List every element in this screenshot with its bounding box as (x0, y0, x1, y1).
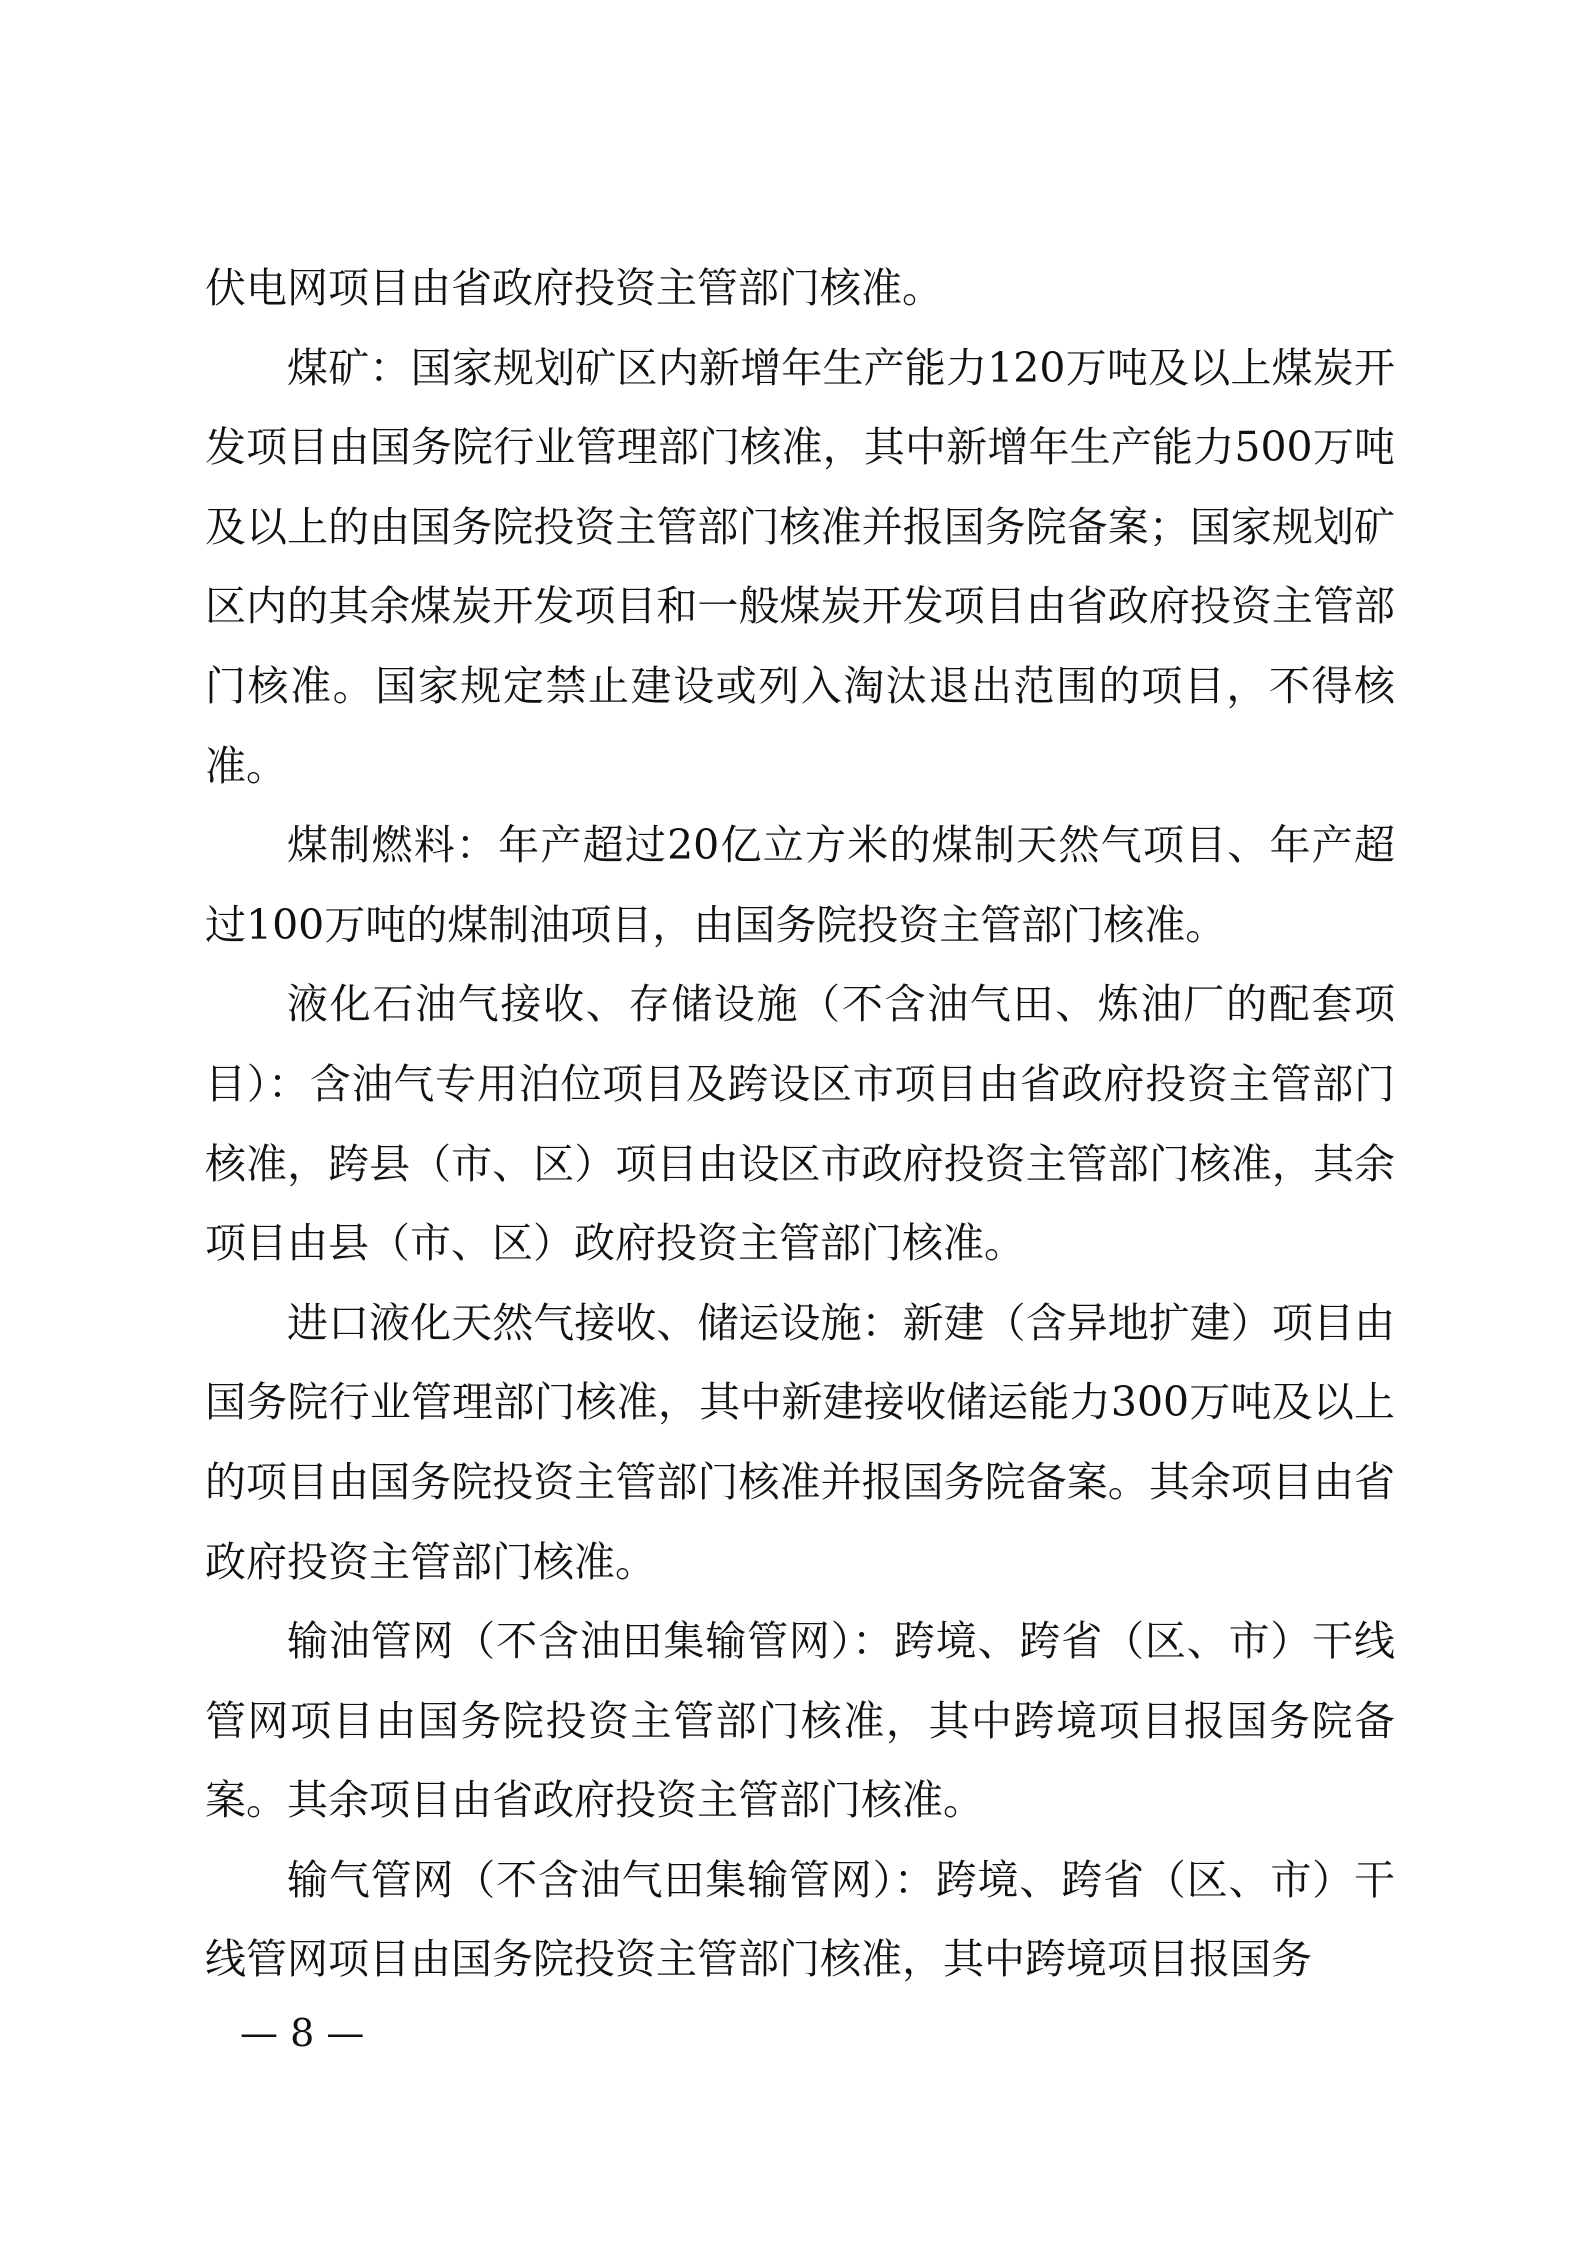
paragraph-oil-pipeline: 输油管网（不含油田集输管网）：跨境、跨省（区、市）干线管网项目由国务院投资主管部门核准，其中跨境项目报国务院备案。其余项目由省政府投资主管部门核准。 (205, 1617, 1395, 1825)
paragraph-lpg-facilities: 液化石油气接收、存储设施（不含油气田、炼油厂的配套项目）：含油气专用泊位项目及跨设区市项目由省政府投资主管部门核准，跨县（市、区）项目由设区市政府投资主管部门核准，其余项目由县（市、区）政府投资主管部门核准。 (205, 980, 1395, 1268)
paragraph-1: 伏电网项目由省政府投资主管部门核准。 (205, 264, 943, 312)
paragraph-lng-facilities: 进口液化天然气接收、储运设施：新建（含异地扩建）项目由国务院行业管理部门核准，其中新建接收储运能力300万吨及以上的项目由国务院投资主管部门核准并报国务院备案。其余项目由省政府投资主管部门核准。 (205, 1298, 1395, 1586)
paragraph-coal-mine: 煤矿：国家规划矿区内新增年生产能力120万吨及以上煤炭开发项目由国务院行业管理部门核准，其中新增年生产能力500万吨及以上的由国务院投资主管部门核准并报国务院备案；国家规划矿区内的其余煤炭开发项目和一般煤炭开发项目由省政府投资主管部门核准。国家规定禁止建设或列入淘汰退出范围的项目，不得核准。 (205, 343, 1395, 790)
paragraph-gas-pipeline: 输气管网（不含油气田集输管网）：跨境、跨省（区、市）干线管网项目由国务院投资主管部门核准，其中跨境项目报国务 (205, 1855, 1395, 1984)
body-text (205, 249, 1395, 2000)
paragraph-coal-fuel: 煤制燃料：年产超过20亿立方米的煤制天然气项目、年产超过100万吨的煤制油项目，由国务院投资主管部门核准。 (205, 821, 1395, 949)
page-number: — 8 — (240, 2011, 365, 2055)
